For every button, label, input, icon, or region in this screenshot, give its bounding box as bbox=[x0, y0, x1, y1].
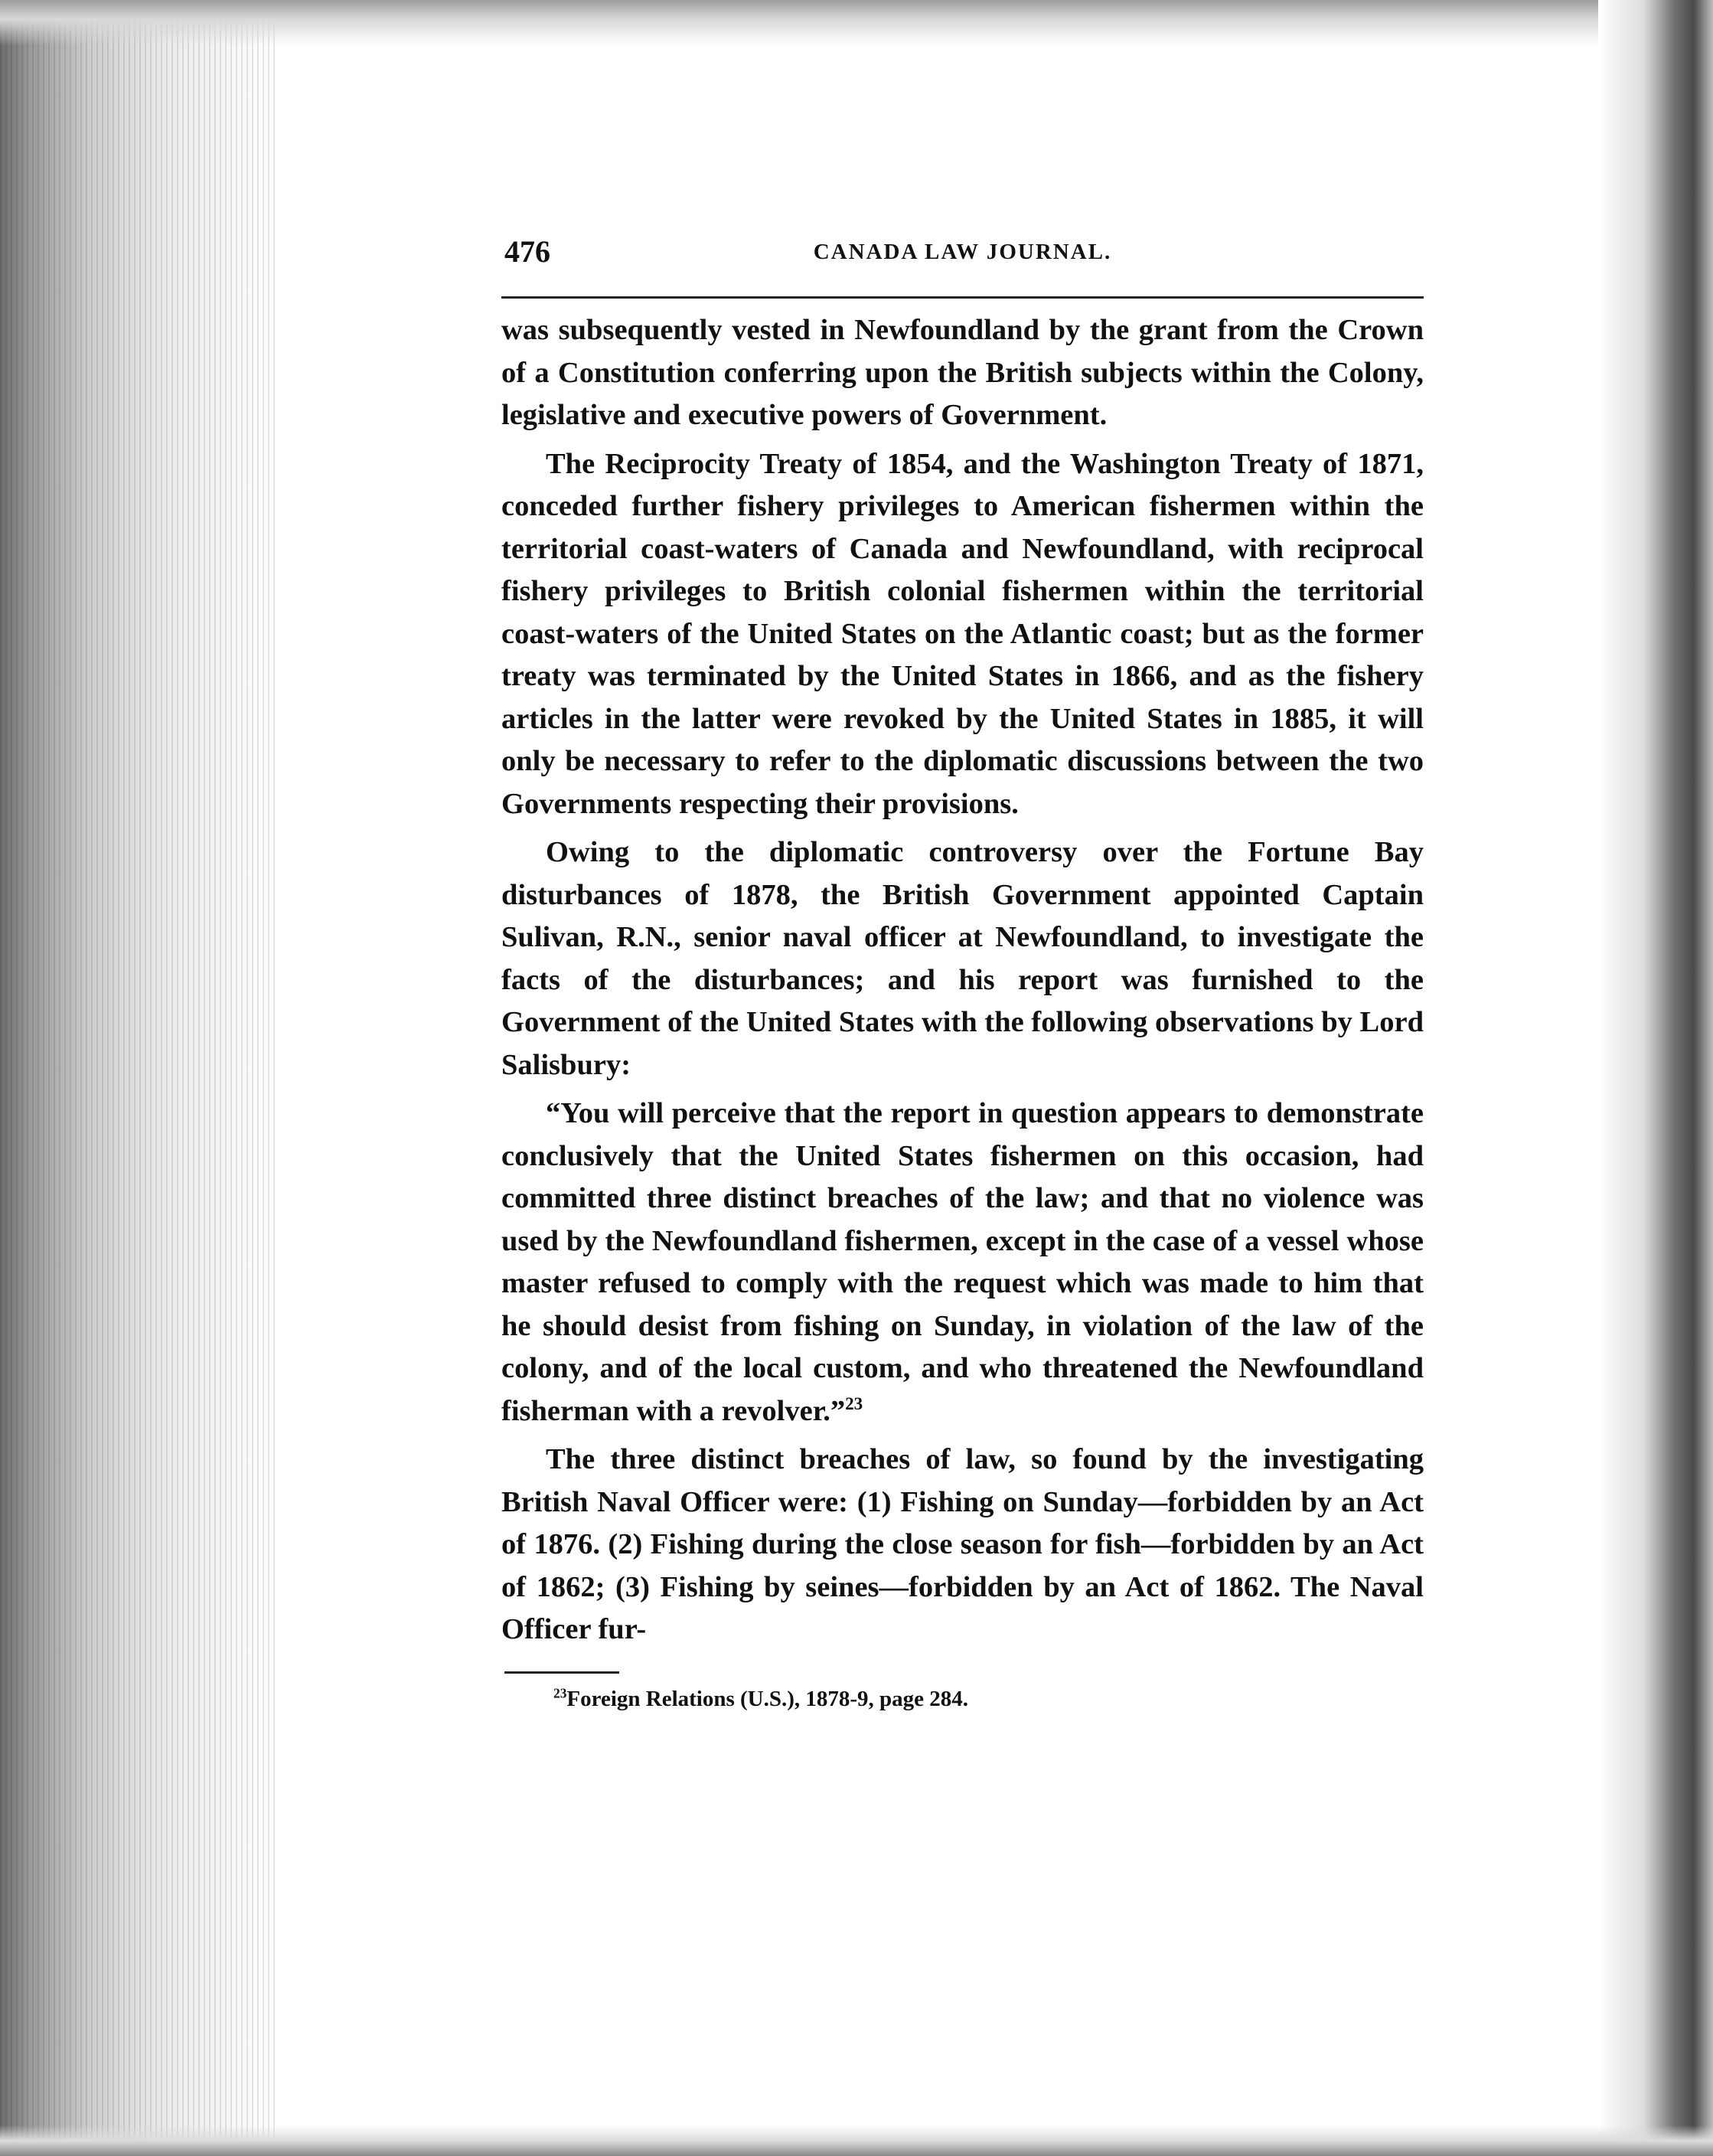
paragraph-2: The Reciprocity Treaty of 1854, and the Washington Treaty of 1871, conceded further fishery privileges to American fishermen within the territorial coast-waters of Canada and Newfoundland, with reciprocal fishery privileges to British colonial fishermen within the territorial coast-waters of the United States on the Atlantic coast; but as the former treaty was terminated by the United States in 1866, and as the fishery articles in the latter were revoked by the United States in 1885, it will only be necessary to refer to the diplomatic discussions between the two Governments respecting their provisions. bbox=[501, 447, 1424, 820]
paragraph-1: was subsequently vested in Newfoundland by the grant from the Crown of a Constitution conferring upon the British subjects within the Colony, legislative and executive powers of Government. bbox=[501, 314, 1424, 431]
footnote-rule bbox=[504, 1671, 619, 1674]
scan-edge-right bbox=[1598, 0, 1713, 2156]
footnote bbox=[553, 1684, 1424, 1713]
journal-page bbox=[501, 234, 1424, 1713]
page-number: 476 bbox=[504, 234, 550, 269]
footnote-reference: 23 bbox=[845, 1393, 863, 1413]
paragraph-4-quotation bbox=[501, 1093, 1424, 1432]
running-title: CANADA LAW JOURNAL. bbox=[813, 240, 1112, 264]
footnote-text: Foreign Relations (U.S.), 1878-9, page 284. bbox=[566, 1686, 969, 1711]
page-header bbox=[501, 234, 1424, 278]
scan-edge-top bbox=[0, 0, 1713, 46]
paragraph-5: The three distinct breaches of law, so found by the investigating British Naval Officer were: (1) Fishing on Sunday—forbidden by an Act of 1876. (2) Fishing during the close season for fish—forbidden by an Act of 1862; (3) Fishing by seines—forbidden by an Act of 1862. The Naval Officer fur- bbox=[501, 1443, 1424, 1645]
header-rule bbox=[501, 296, 1424, 299]
paragraph-3: Owing to the diplomatic controversy over the Fortune Bay disturbances of 1878, the British Government appointed Captain Sulivan, R.N., senior naval officer at Newfoundland, to investigate the facts of the disturbances; and his report was furnished to the Government of the United States with the following observations by Lord Salisbury: bbox=[501, 836, 1424, 1081]
body-text bbox=[501, 309, 1424, 1651]
quotation-text: “You will perceive that the report in question appears to demonstrate conclusively that the United States fishermen on this occasion, had committed three distinct breaches of the law; and that no violence was used by the Newfoundland fishermen, except in the case of a vessel whose master refused to comply with the request which was made to him that he should desist from fishing on Sunday, in violation of the law of the colony, and of the local custom, and who threatened the Newfoundland fisherman with a revolver.” bbox=[501, 1097, 1424, 1427]
scan-edge-bottom bbox=[0, 2125, 1713, 2156]
footnote-marker: 23 bbox=[553, 1684, 567, 1700]
scan-gutter-left bbox=[0, 0, 276, 2156]
